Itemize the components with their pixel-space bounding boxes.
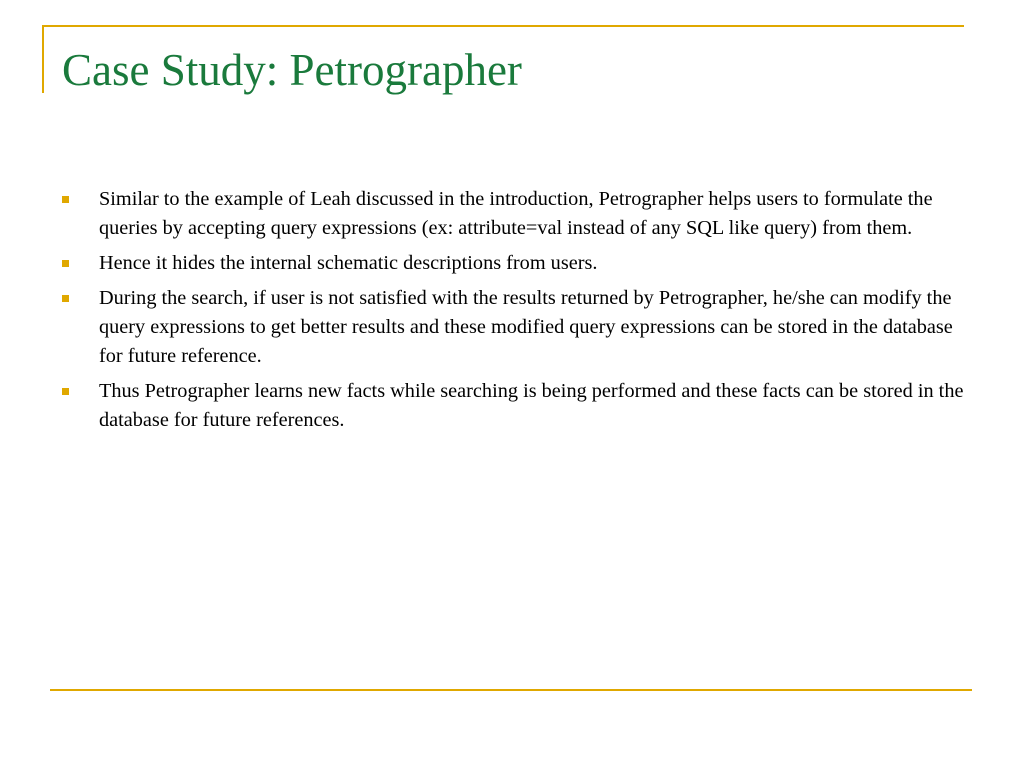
title-accent-top-rule xyxy=(42,25,964,27)
title-accent-vertical-rule xyxy=(42,25,44,93)
bullet-item xyxy=(60,284,965,371)
square-bullet-icon xyxy=(62,295,69,302)
square-bullet-icon xyxy=(62,196,69,203)
slide-title: Case Study: Petrographer xyxy=(62,45,522,95)
bullet-text: During the search, if user is not satisfied with the results returned by Petrographer, he/she can modify the query expressions to get better results and these modified query expressions can be stored in the database for future reference. xyxy=(99,287,953,367)
bullet-item xyxy=(60,185,965,243)
bullet-text: Similar to the example of Leah discussed in the introduction, Petrographer helps users to formulate the queries by accepting query expressions (ex: attribute=val instead of any SQL like query) from them. xyxy=(99,188,933,239)
bullet-text: Hence it hides the internal schematic descriptions from users. xyxy=(99,252,598,274)
bullet-item xyxy=(60,249,965,278)
bullet-list xyxy=(60,185,965,441)
square-bullet-icon xyxy=(62,388,69,395)
footer-accent-rule xyxy=(50,689,972,691)
bullet-item xyxy=(60,377,965,435)
square-bullet-icon xyxy=(62,260,69,267)
bullet-text: Thus Petrographer learns new facts while searching is being performed and these facts can be stored in the database for future references. xyxy=(99,380,964,431)
